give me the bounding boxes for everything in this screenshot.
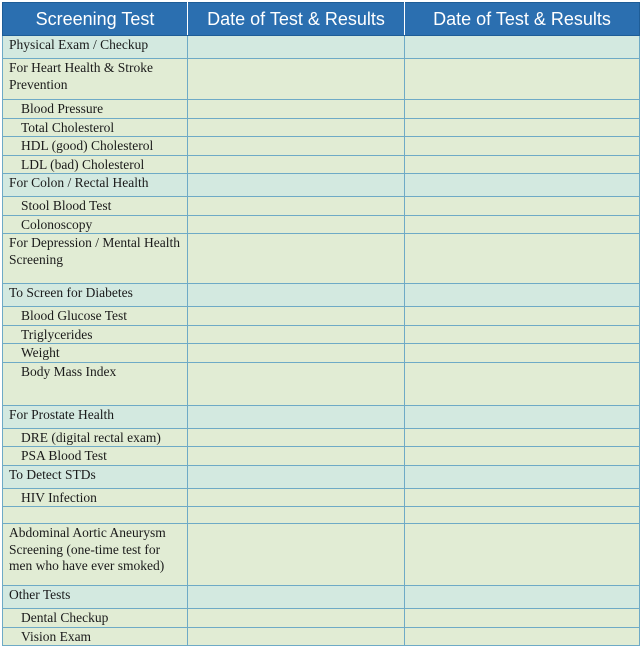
screening-test-cell (3, 234, 188, 284)
screening-test-label: Other Tests (9, 587, 71, 602)
screening-test-cell (3, 586, 188, 609)
date-results-cell-1[interactable] (188, 627, 405, 646)
date-results-cell-2[interactable] (405, 59, 640, 100)
date-results-cell-2[interactable] (405, 586, 640, 609)
screening-test-label: DRE (digital rectal exam) (21, 429, 161, 445)
date-results-cell-2[interactable] (405, 344, 640, 363)
table-row (3, 507, 640, 524)
date-results-cell-1[interactable] (188, 174, 405, 197)
date-results-cell-1[interactable] (188, 586, 405, 609)
date-results-cell-2[interactable] (405, 524, 640, 586)
screening-test-label: To Screen for Diabetes (9, 285, 133, 300)
screening-test-label: HIV Infection (21, 489, 97, 505)
screening-test-cell (3, 137, 188, 156)
screening-test-cell (3, 307, 188, 326)
screening-test-cell (3, 609, 188, 628)
date-results-cell-1[interactable] (188, 137, 405, 156)
screening-test-cell (3, 197, 188, 216)
date-results-cell-1[interactable] (188, 155, 405, 174)
date-results-cell-2[interactable] (405, 507, 640, 524)
date-results-cell-1[interactable] (188, 344, 405, 363)
header-row (3, 3, 640, 36)
screening-test-label: Colonoscopy (21, 216, 93, 232)
date-results-cell-1[interactable] (188, 100, 405, 119)
table-row (3, 100, 640, 119)
date-results-cell-1[interactable] (188, 524, 405, 586)
date-results-cell-2[interactable] (405, 465, 640, 488)
table-row (3, 284, 640, 307)
table-row (3, 118, 640, 137)
date-results-cell-2[interactable] (405, 307, 640, 326)
date-results-cell-2[interactable] (405, 447, 640, 466)
date-results-cell-1[interactable] (188, 59, 405, 100)
screening-test-cell (3, 284, 188, 307)
table-row (3, 59, 640, 100)
column-header-date-results-1: Date of Test & Results (188, 3, 405, 36)
date-results-cell-1[interactable] (188, 362, 405, 405)
table-row (3, 234, 640, 284)
date-results-cell-1[interactable] (188, 234, 405, 284)
date-results-cell-1[interactable] (188, 36, 405, 59)
table-row (3, 155, 640, 174)
screening-test-cell (3, 447, 188, 466)
screening-test-cell (3, 524, 188, 586)
table-row (3, 405, 640, 428)
screening-test-cell (3, 405, 188, 428)
screening-test-cell (3, 627, 188, 646)
screening-test-label: For Heart Health & Stroke Prevention (9, 60, 153, 92)
date-results-cell-1[interactable] (188, 197, 405, 216)
date-results-cell-2[interactable] (405, 215, 640, 234)
screening-test-cell (3, 465, 188, 488)
date-results-cell-2[interactable] (405, 627, 640, 646)
screening-test-label: HDL (good) Cholesterol (21, 138, 154, 153)
date-results-cell-1[interactable] (188, 215, 405, 234)
date-results-cell-2[interactable] (405, 362, 640, 405)
table-row (3, 36, 640, 59)
date-results-cell-1[interactable] (188, 609, 405, 628)
screening-test-label: For Depression / Mental Health Screening (9, 235, 180, 267)
screening-test-label: For Prostate Health (9, 406, 114, 422)
date-results-cell-2[interactable] (405, 325, 640, 344)
screening-test-label (9, 507, 181, 508)
date-results-cell-2[interactable] (405, 284, 640, 307)
table-row (3, 447, 640, 466)
date-results-cell-2[interactable] (405, 405, 640, 428)
date-results-cell-1[interactable] (188, 465, 405, 488)
date-results-cell-1[interactable] (188, 428, 405, 447)
date-results-cell-1[interactable] (188, 447, 405, 466)
screening-test-label: LDL (bad) Cholesterol (21, 156, 145, 172)
date-results-cell-1[interactable] (188, 325, 405, 344)
date-results-cell-2[interactable] (405, 100, 640, 119)
date-results-cell-2[interactable] (405, 36, 640, 59)
table-row (3, 488, 640, 507)
date-results-cell-2[interactable] (405, 428, 640, 447)
screening-test-cell (3, 507, 188, 524)
table-row (3, 325, 640, 344)
screening-test-label: PSA Blood Test (21, 448, 107, 463)
screening-test-cell (3, 488, 188, 507)
screening-test-cell (3, 325, 188, 344)
date-results-cell-1[interactable] (188, 488, 405, 507)
table-row (3, 524, 640, 586)
screening-tracker-table (2, 2, 640, 646)
table-body (3, 36, 640, 646)
table-row (3, 197, 640, 216)
date-results-cell-2[interactable] (405, 137, 640, 156)
date-results-cell-2[interactable] (405, 174, 640, 197)
screening-test-label: To Detect STDs (9, 466, 96, 482)
date-results-cell-2[interactable] (405, 197, 640, 216)
date-results-cell-1[interactable] (188, 307, 405, 326)
column-header-screening-test: Screening Test (3, 3, 188, 36)
table-row (3, 586, 640, 609)
date-results-cell-1[interactable] (188, 405, 405, 428)
screening-test-cell (3, 155, 188, 174)
table-row (3, 344, 640, 363)
screening-test-label: Weight (21, 345, 60, 360)
date-results-cell-2[interactable] (405, 488, 640, 507)
date-results-cell-1[interactable] (188, 118, 405, 137)
screening-test-cell (3, 362, 188, 405)
date-results-cell-2[interactable] (405, 609, 640, 628)
column-header-date-results-2: Date of Test & Results (405, 3, 640, 36)
screening-test-label: Dental Checkup (21, 610, 109, 625)
screening-test-cell (3, 36, 188, 59)
date-results-cell-2[interactable] (405, 155, 640, 174)
table-row (3, 215, 640, 234)
date-results-cell-1[interactable] (188, 507, 405, 524)
screening-test-label: Stool Blood Test (21, 198, 112, 213)
screening-test-label: Body Mass Index (21, 363, 117, 379)
table-row (3, 627, 640, 646)
table-row (3, 174, 640, 197)
screening-test-cell (3, 59, 188, 100)
screening-test-cell (3, 215, 188, 234)
screening-test-cell (3, 428, 188, 447)
screening-test-label: Total Cholesterol (21, 119, 115, 135)
table-row (3, 362, 640, 405)
screening-test-label: Physical Exam / Checkup (9, 37, 149, 52)
screening-test-label: Vision Exam (21, 628, 92, 644)
table-row (3, 609, 640, 628)
screening-test-label: Blood Glucose Test (21, 308, 128, 323)
screening-test-label: Blood Pressure (21, 101, 104, 116)
screening-test-cell (3, 118, 188, 137)
screening-test-label: For Colon / Rectal Health (9, 175, 149, 190)
date-results-cell-2[interactable] (405, 118, 640, 137)
screening-test-label: Triglycerides (21, 326, 93, 342)
table-row (3, 428, 640, 447)
screening-test-cell (3, 344, 188, 363)
screening-test-cell (3, 100, 188, 119)
date-results-cell-1[interactable] (188, 284, 405, 307)
table-row (3, 137, 640, 156)
table-row (3, 465, 640, 488)
screening-test-label: Abdominal Aortic Aneurysm Screening (one-time test for men who have ever smoked) (9, 525, 166, 573)
screening-test-cell (3, 174, 188, 197)
table-row (3, 307, 640, 326)
date-results-cell-2[interactable] (405, 234, 640, 284)
